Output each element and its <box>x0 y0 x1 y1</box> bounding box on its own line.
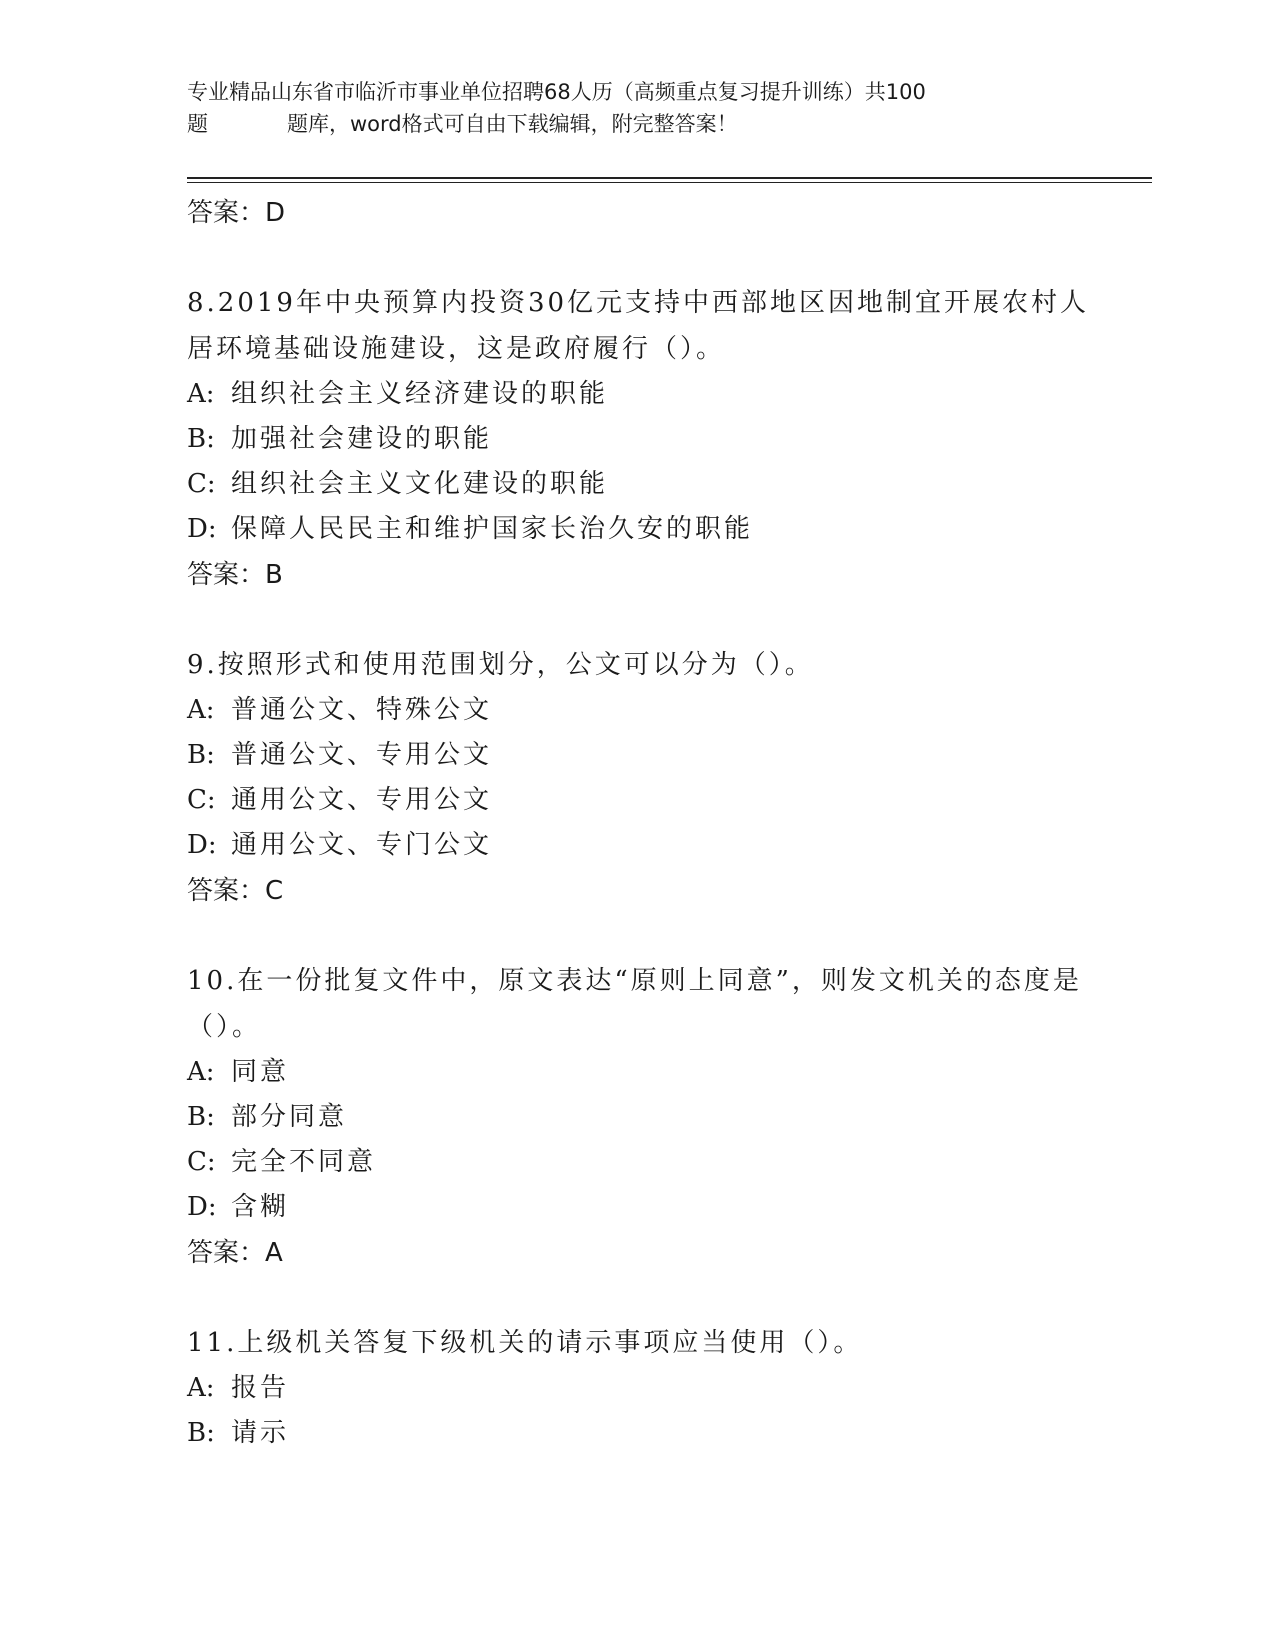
header-title-line2-rest: 题库，word格式可自由下载编辑，附完整答案！ <box>287 112 738 136</box>
option-text: 请示 <box>231 1418 290 1448</box>
option-a <box>187 372 1107 417</box>
question-content <box>187 190 1107 1456</box>
spacer <box>187 236 1107 280</box>
question-8 <box>187 280 1107 598</box>
option-key: C: <box>187 785 216 815</box>
question-stem: 9.按照形式和使用范围划分，公文可以分为（）。 <box>187 650 814 680</box>
header-title-line2 <box>187 108 1087 140</box>
option-d <box>187 1185 1107 1230</box>
option-key: A: <box>187 695 215 725</box>
answer-line: 答案：A <box>187 1238 283 1268</box>
option-key: A: <box>187 1373 215 1403</box>
answer-line: 答案：B <box>187 560 283 590</box>
option-text: 同意 <box>231 1057 290 1087</box>
header-divider-thick <box>187 177 1152 179</box>
option-text: 通用公文、专用公文 <box>231 785 493 815</box>
option-text: 含糊 <box>231 1192 290 1222</box>
option-b <box>187 1411 1107 1456</box>
option-key: B: <box>187 740 215 770</box>
option-b <box>187 417 1107 462</box>
option-a <box>187 1366 1107 1411</box>
option-key: A: <box>187 1057 215 1087</box>
option-key: B: <box>187 424 215 454</box>
question-stem: 11.上级机关答复下级机关的请示事项应当使用（）。 <box>187 1328 863 1358</box>
option-key: D: <box>187 1192 217 1222</box>
question-10 <box>187 958 1107 1276</box>
option-text: 保障人民民主和维护国家长治久安的职能 <box>231 514 754 544</box>
option-text: 组织社会主义经济建设的职能 <box>231 379 609 409</box>
answer-line-prev: 答案：D <box>187 198 286 228</box>
option-key: B: <box>187 1102 215 1132</box>
option-text: 加强社会建设的职能 <box>231 424 493 454</box>
spacer <box>187 598 1107 642</box>
question-11 <box>187 1320 1107 1456</box>
question-stem: 10.在一份批复文件中，原文表达“原则上同意”，则发文机关的态度是（）。 <box>187 966 1082 1042</box>
page-header <box>187 76 1087 140</box>
option-key: B: <box>187 1418 215 1448</box>
option-text: 普通公文、特殊公文 <box>231 695 493 725</box>
header-title-line2-start: 题 <box>187 112 208 136</box>
option-b <box>187 733 1107 778</box>
question-stem: 8.2019年中央预算内投资30亿元支持中西部地区因地制宜开展农村人居环境基础设施建设，这是政府履行（）。 <box>187 288 1090 364</box>
option-key: D: <box>187 514 217 544</box>
option-text: 完全不同意 <box>231 1147 377 1177</box>
header-divider-thin <box>187 182 1152 183</box>
option-c <box>187 462 1107 507</box>
option-text: 通用公文、专门公文 <box>231 830 493 860</box>
option-text: 普通公文、专用公文 <box>231 740 493 770</box>
option-text: 组织社会主义文化建设的职能 <box>231 469 609 499</box>
option-text: 部分同意 <box>231 1102 348 1132</box>
option-a <box>187 1050 1107 1095</box>
spacer <box>187 1276 1107 1320</box>
option-b <box>187 1095 1107 1140</box>
header-title-line1: 专业精品山东省市临沂市事业单位招聘68人历（高频重点复习提升训练）共100 <box>187 80 926 104</box>
option-key: C: <box>187 469 216 499</box>
option-c <box>187 1140 1107 1185</box>
option-key: A: <box>187 379 215 409</box>
question-9 <box>187 642 1107 914</box>
option-c <box>187 778 1107 823</box>
option-a <box>187 688 1107 733</box>
option-key: D: <box>187 830 217 860</box>
answer-line: 答案：C <box>187 876 284 906</box>
spacer <box>187 914 1107 958</box>
option-d <box>187 823 1107 868</box>
option-key: C: <box>187 1147 216 1177</box>
option-text: 报告 <box>231 1373 290 1403</box>
option-d <box>187 507 1107 552</box>
